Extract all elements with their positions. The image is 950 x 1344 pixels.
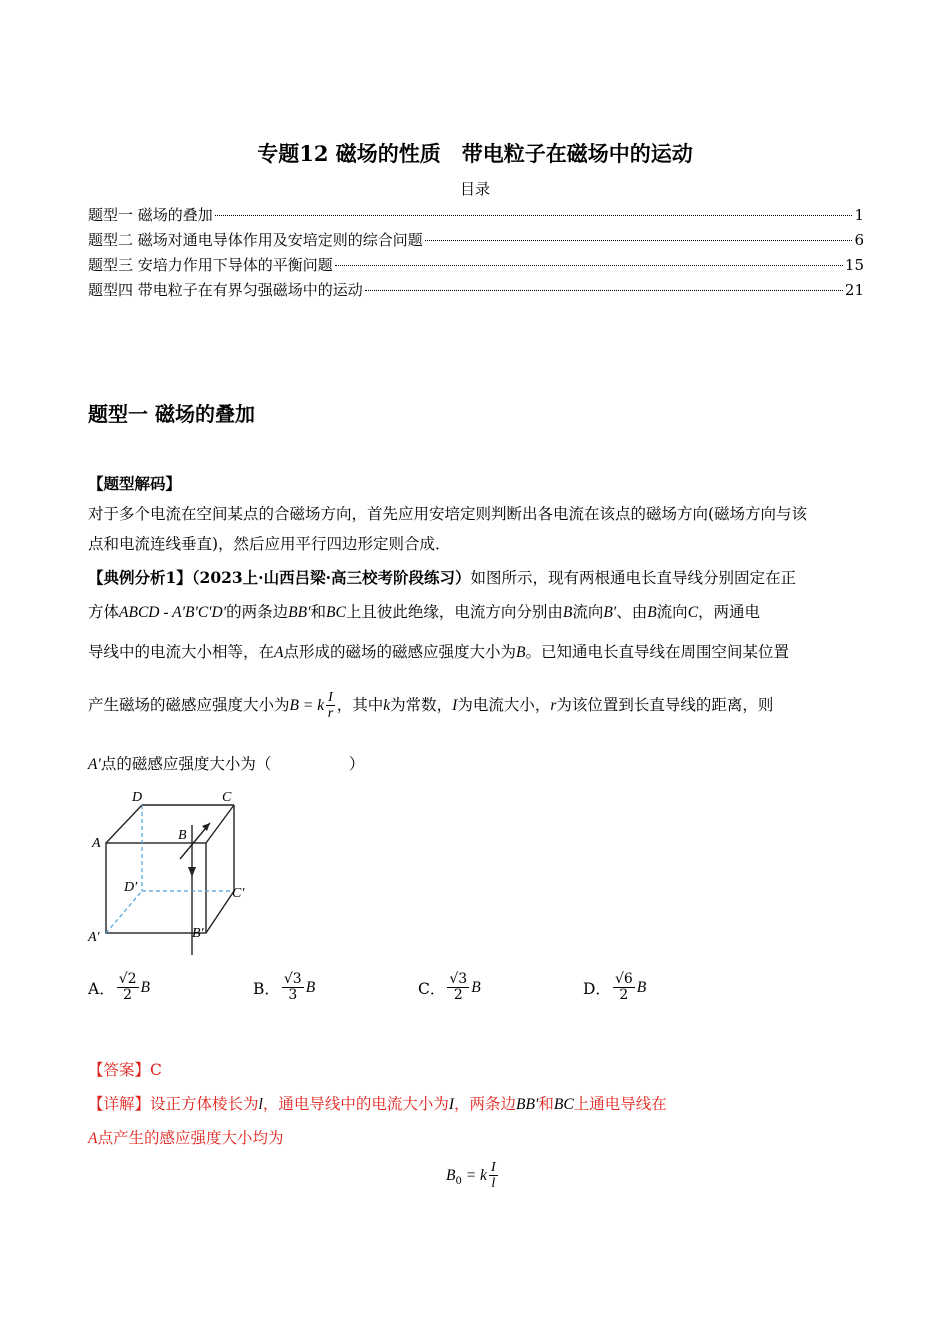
toc-item-page: 15 bbox=[844, 256, 864, 274]
toc-item-label: 题型一 磁场的叠加 bbox=[88, 206, 213, 224]
toc-heading: 目录 bbox=[459, 180, 490, 198]
toc-item[interactable] bbox=[88, 229, 864, 250]
question-line3: 导线中的电流大小相等，在A点形成的磁场的磁感应强度大小为B。已知通电长直导线在周围空间某位置 bbox=[88, 643, 789, 661]
cube-hidden-ApDp bbox=[106, 891, 142, 933]
option-d[interactable]: D． $\frac{√6}{2}$ B bbox=[583, 971, 647, 1004]
option-a[interactable]: A． $\frac{√2}{2}$ B bbox=[88, 971, 150, 1004]
toc-item[interactable] bbox=[88, 204, 864, 225]
option-d-fraction: $\frac{√6}{2}$ bbox=[614, 971, 633, 1004]
option-a-fraction: $\frac{√2}{2}$ bbox=[118, 971, 137, 1004]
toc-item-page: 21 bbox=[844, 281, 864, 299]
label-Cp: C′ bbox=[232, 886, 245, 901]
example-label: 【典例分析1】（2023上·山西吕梁·高三校考阶段练习） bbox=[88, 568, 471, 587]
label-Bp: B′ bbox=[192, 926, 204, 941]
label-C: C bbox=[222, 790, 232, 805]
toc-item-label: 题型二 磁场对通电导体作用及安培定则的综合问题 bbox=[88, 231, 423, 249]
label-Dp: D′ bbox=[124, 880, 138, 895]
question-line2: 方体ABCD - A′B′C′D′的两条边BB′和BC上且彼此绝缘，电流方向分别由B流向B′、由B流向C，两通电 bbox=[88, 603, 761, 621]
toc-dots bbox=[335, 265, 843, 266]
toc-item-page: 6 bbox=[854, 231, 864, 249]
label-A: A bbox=[92, 836, 101, 851]
toc-item-label: 题型三 安培力作用下导体的平衡问题 bbox=[88, 256, 333, 274]
answer-line bbox=[88, 1058, 162, 1080]
detail-line1: 【详解】设正方体棱长为l，通电导线中的电流大小为I，两条边BB′和BC上通电导线在 bbox=[88, 1095, 667, 1113]
page-title: 专题12 磁场的性质 带电粒子在磁场中的运动 bbox=[257, 141, 693, 166]
toc-dots bbox=[365, 290, 843, 291]
toc-dots bbox=[215, 215, 853, 216]
label-D: D bbox=[132, 790, 143, 805]
cube-edge-BC bbox=[206, 805, 234, 843]
option-c-fraction: $\frac{√3}{2}$ bbox=[449, 971, 468, 1004]
toc-dots bbox=[425, 240, 853, 241]
result-formula: $B_0 = k$ $\frac{I}{l}$ bbox=[446, 1160, 496, 1192]
formula-fraction: $\frac{I}{r}$ bbox=[327, 690, 334, 722]
toc-item-label: 题型四 带电粒子在有界匀强磁场中的运动 bbox=[88, 281, 363, 299]
toc-item[interactable] bbox=[88, 279, 864, 300]
cube-front-face bbox=[106, 843, 206, 933]
toc-item[interactable] bbox=[88, 254, 864, 275]
section-heading: 题型一 磁场的叠加 bbox=[88, 402, 255, 426]
toc-item-page: 1 bbox=[854, 206, 864, 224]
label-Ap: A′ bbox=[88, 930, 100, 945]
option-b[interactable]: B． $\frac{√3}{3}$ B bbox=[253, 971, 316, 1004]
detail-line2: A点产生的感应强度大小均为 bbox=[88, 1129, 284, 1147]
option-c[interactable]: C． $\frac{√3}{2}$ B bbox=[418, 971, 481, 1004]
question-line4: 产生磁场的磁感应强度大小为B = k $\frac{I}{r}$ ，其中k为常数，I为电流大小，r为该位置到长直导线的距离，则 bbox=[88, 690, 774, 722]
decode-label: 【题型解码】 bbox=[88, 474, 182, 493]
arrow-down-icon bbox=[188, 867, 196, 877]
answer-value: C bbox=[150, 1061, 162, 1079]
example-text: 如图所示，现有两根通电长直导线分别固定在正 bbox=[470, 569, 796, 587]
question-line5: A′点的磁感应强度大小为（ ） bbox=[88, 755, 365, 773]
decode-text-line2: 点和电流连线垂直)，然后应用平行四边形定则合成． bbox=[88, 535, 451, 553]
label-B: B bbox=[178, 828, 187, 843]
cube-edge-BpCp bbox=[206, 891, 234, 933]
cube-edge-AD bbox=[106, 805, 142, 843]
result-fraction: $\frac{I}{l}$ bbox=[490, 1160, 496, 1192]
example-line1 bbox=[88, 566, 796, 588]
cube-name: ABCD - A′B′C′D′ bbox=[119, 604, 227, 621]
cube-figure bbox=[80, 785, 260, 955]
arrow-up-right-icon bbox=[202, 823, 210, 831]
answer-label: 【答案】 bbox=[88, 1061, 151, 1079]
option-b-fraction: $\frac{√3}{3}$ bbox=[283, 971, 302, 1004]
decode-text-line1: 对于多个电流在空间某点的合磁场方向，首先应用安培定则判断出各电流在该点的磁场方向(磁场方向与该 bbox=[88, 505, 808, 523]
